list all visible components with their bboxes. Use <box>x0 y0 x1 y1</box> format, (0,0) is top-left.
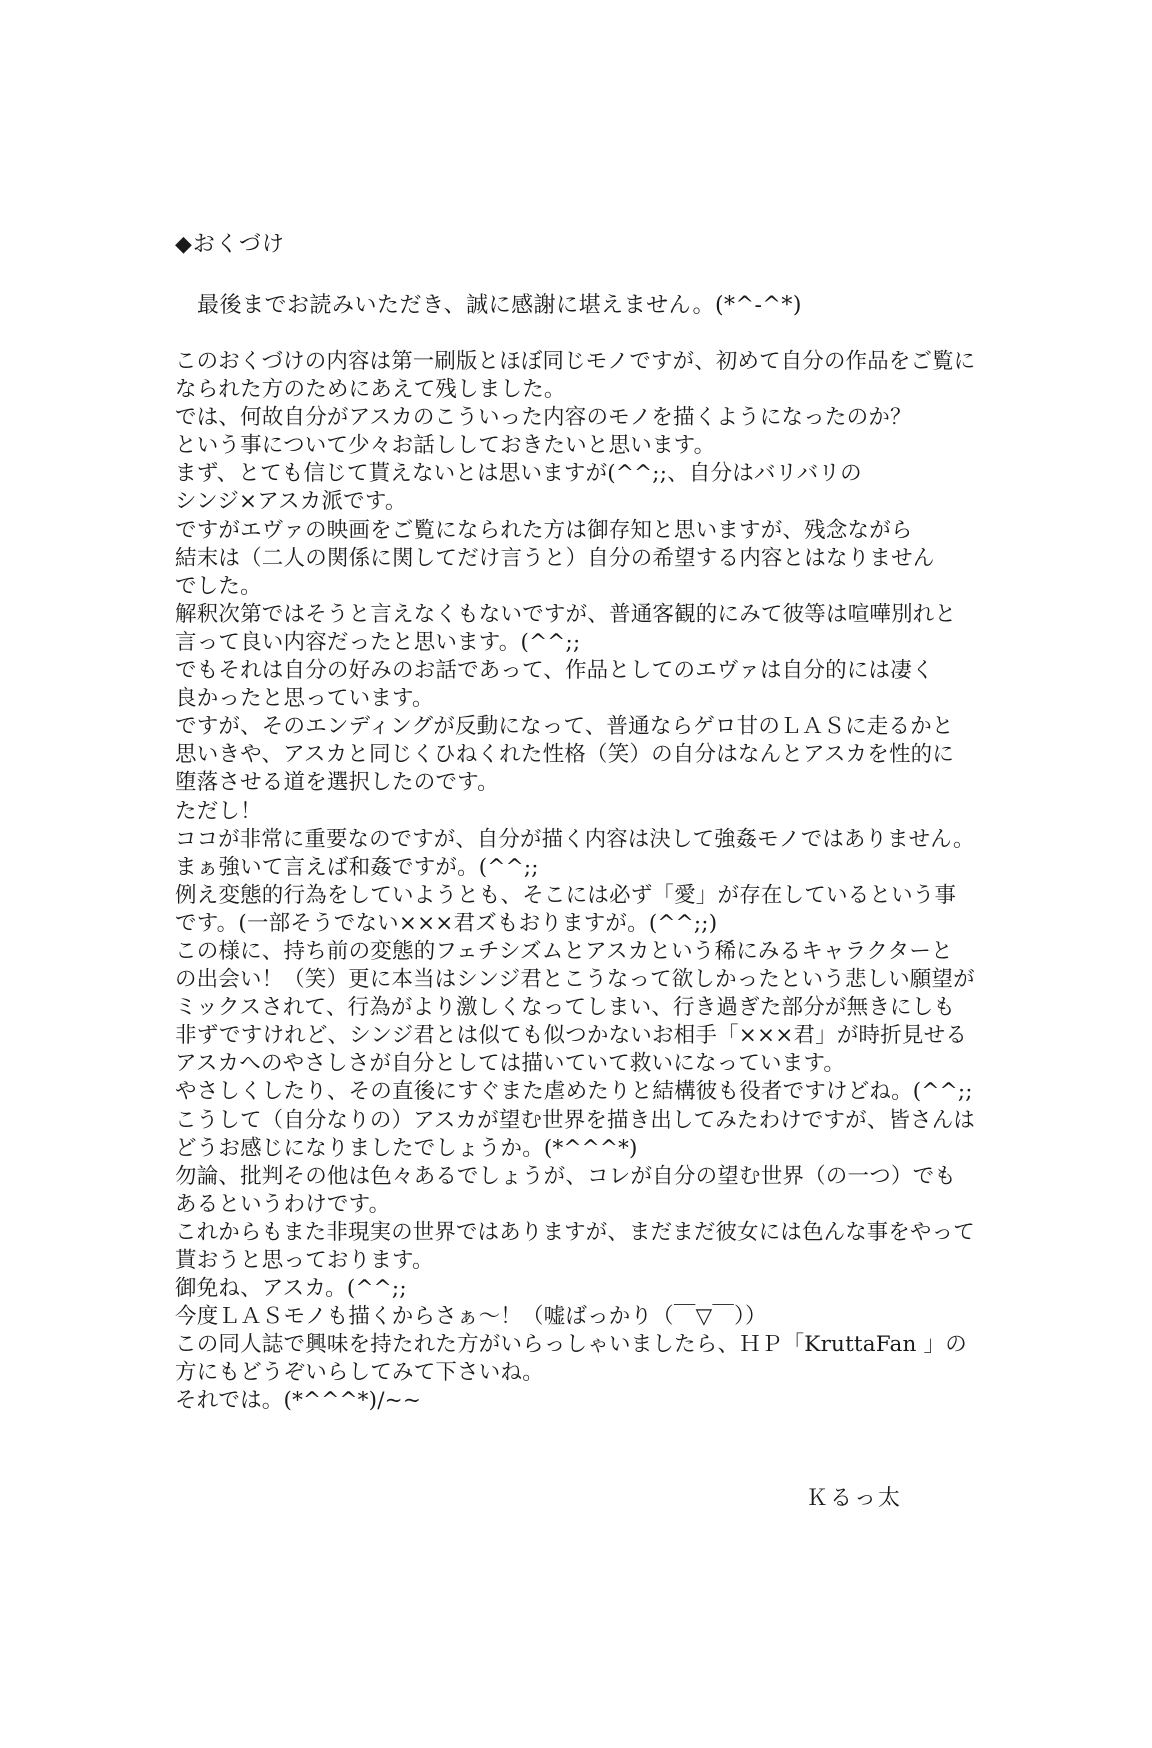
body-line: ですがエヴァの映画をご覧になられた方は御存知と思いますが、残念ながら <box>175 517 913 543</box>
body-line: 方にもどうぞいらしてみて下さいね。 <box>175 1360 544 1386</box>
body-line: という事について少々お話ししておきたいと思います。 <box>175 433 716 459</box>
body-line: やさしくしたり、その直後にすぐまた虐めたりと結構彼も役者ですけどね。(^^;; <box>175 1079 973 1105</box>
body-line: の出会い！（笑）更に本当はシンジ君とこうなって欲しかったという悲しい願望が <box>175 967 975 993</box>
body-line: 例え変態的行為をしていようとも、そこには必ず「愛」が存在しているという事 <box>175 882 957 908</box>
body-line: この同人誌で興味を持たれた方がいらっしゃいましたら、ＨＰ「KruttaFan 」の <box>175 1332 967 1358</box>
body-line: こうして（自分なりの）アスカが望む世界を描き出してみたわけですが、皆さんは <box>175 1107 976 1133</box>
intro-paragraph: 最後までお読みいただき、誠に感謝に堪えません。(*^-^*) <box>197 293 802 318</box>
body-line: でした。 <box>175 573 262 599</box>
body-line: アスカへのやさしさが自分としては描いていて救いになっています。 <box>175 1051 846 1077</box>
body-line: 言って良い内容だったと思います。(^^;; <box>175 629 581 655</box>
afterword-body <box>175 348 975 1416</box>
afterword-heading: ◆おくづけ <box>175 232 285 257</box>
body-line: 勿論、批判その他は色々あるでしょうが、コレが自分の望む世界（の一つ）でも <box>175 1163 956 1189</box>
body-line: これからもまた非現実の世界ではありますが、まだまだ彼女には色んな事をやって <box>175 1219 975 1245</box>
body-line: ですが、そのエンディングが反動になって、普通ならゲロ甘のＬＡＳに走るかと <box>175 714 954 740</box>
body-line: 非ずですけれど、シンジ君とは似ても似つかないお相手「×××君」が時折見せる <box>175 1023 968 1049</box>
body-line: でもそれは自分の好みのお話であって、作品としてのエヴァは自分的には凄く <box>175 658 934 684</box>
body-line: シンジ×アスカ派です。 <box>175 489 407 515</box>
body-line: ココが非常に重要なのですが、自分が描く内容は決して強姦モノではありません。 <box>175 826 975 852</box>
body-line: 思いきや、アスカと同じくひねくれた性格（笑）の自分はなんとアスカを性的に <box>175 742 955 768</box>
body-line: では、何故自分がアスカのこういった内容のモノを描くようになったのか？ <box>175 405 912 431</box>
body-line: なられた方のためにあえて残しました。 <box>175 377 566 403</box>
body-line: 御免ね、アスカ。(^^;; <box>175 1276 407 1302</box>
body-line: 良かったと思っています。 <box>175 686 434 712</box>
body-line: ミックスされて、行為がより激しくなってしまい、行き過ぎた部分が無きにしも <box>175 995 956 1021</box>
body-line: ただし！ <box>175 798 262 824</box>
author-signature: Ｋるっ太 <box>806 1486 903 1511</box>
body-line: です。(一部そうでない×××君ズもおりますが。(^^;;) <box>175 910 718 936</box>
body-line: 貰おうと思っております。 <box>175 1248 434 1273</box>
body-line: まず、とても信じて貰えないとは思いますが(^^;;、自分はバリバリの <box>175 461 862 487</box>
body-line: それでは。(*^^^*)/~~ <box>175 1388 422 1414</box>
body-line: まぁ強いて言えば和姦ですが。(^^;; <box>175 854 539 880</box>
body-line: あるというわけです。 <box>175 1191 391 1217</box>
body-line: 堕落させる道を選択したのです。 <box>175 770 499 796</box>
body-line: 今度ＬＡＳモノも描くからさぁ〜！（嘘ばっかり（￣▽￣）） <box>175 1304 767 1330</box>
body-line: 結末は（二人の関係に関してだけ言うと）自分の希望する内容とはなりません <box>175 545 935 571</box>
body-line: この様に、持ち前の変態的フェチシズムとアスカという稀にみるキャラクターと <box>175 938 953 964</box>
body-line: 解釈次第ではそうと言えなくもないですが、普通客観的にみて彼等は喧嘩別れと <box>175 601 957 627</box>
body-line: このおくづけの内容は第一刷版とほぼ同じモノですが、初めて自分の作品をご覧に <box>175 349 976 374</box>
body-line: どうお感じになりましたでしょうか。(*^^^*) <box>175 1135 638 1161</box>
